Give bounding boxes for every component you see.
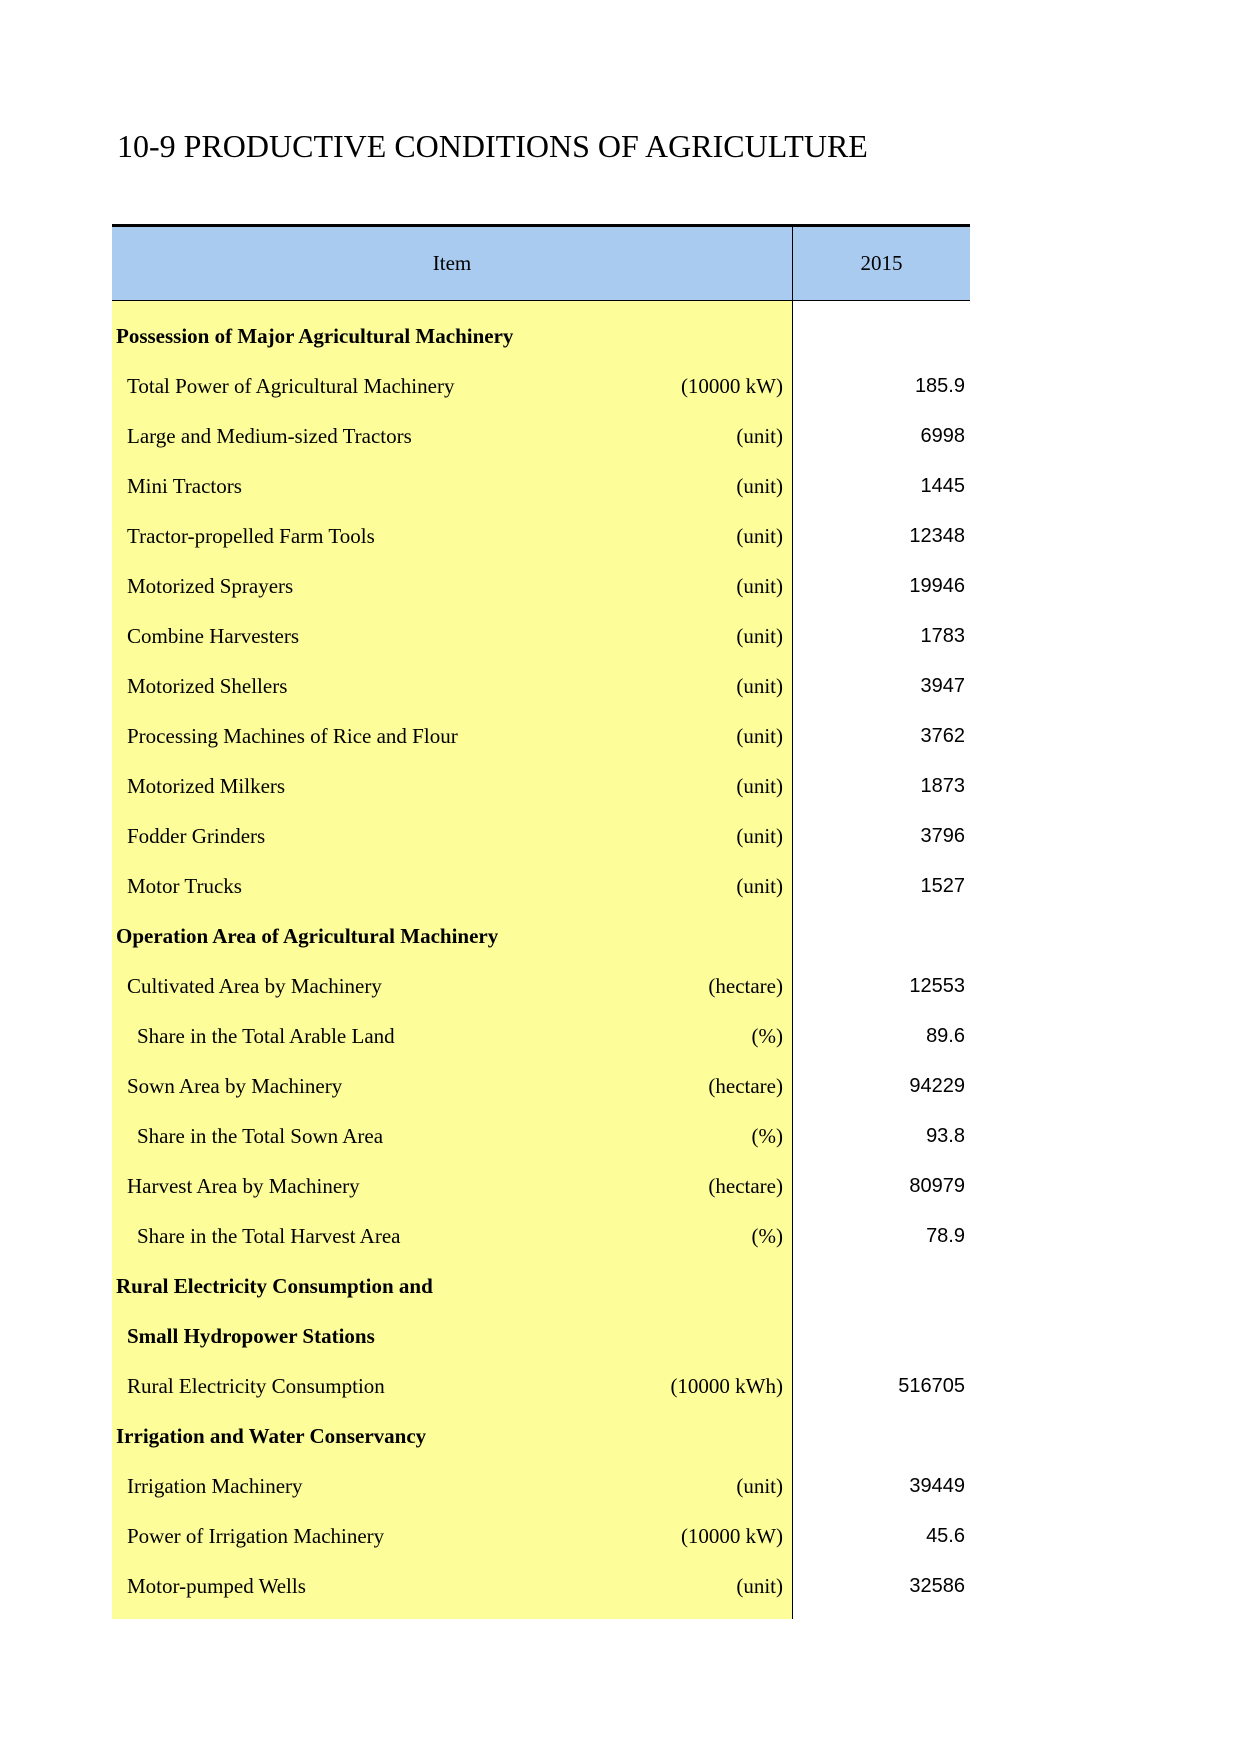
section-row xyxy=(112,1411,792,1461)
row-value: 3796 xyxy=(920,824,965,847)
row-value: 6998 xyxy=(920,424,965,447)
row-value: 516705 xyxy=(898,1374,965,1397)
row-label: Total Power of Agricultural Machinery xyxy=(127,373,455,398)
row-unit: (unit) xyxy=(736,723,783,748)
row-label: Mini Tractors xyxy=(127,473,242,498)
row-label: Small Hydropower Stations xyxy=(127,1323,375,1348)
table-row xyxy=(112,461,792,511)
table-row xyxy=(112,661,792,711)
row-unit: (hectare) xyxy=(708,1073,783,1098)
row-label: Power of Irrigation Machinery xyxy=(127,1523,385,1548)
row-value: 1873 xyxy=(920,774,965,797)
row-label: Combine Harvesters xyxy=(127,623,300,648)
row-value: 12553 xyxy=(909,974,965,997)
row-value: 1527 xyxy=(920,874,965,897)
row-value: 93.8 xyxy=(926,1124,965,1147)
row-value xyxy=(793,911,970,961)
row-unit: (unit) xyxy=(736,1473,783,1498)
table-row xyxy=(112,511,792,561)
row-value: 3762 xyxy=(920,724,965,747)
row-value xyxy=(793,1311,970,1361)
row-value: 1783 xyxy=(920,624,965,647)
row-unit: (%) xyxy=(751,1123,783,1148)
row-unit: (unit) xyxy=(736,823,783,848)
row-label: Share in the Total Arable Land xyxy=(137,1023,395,1048)
row-label: Rural Electricity Consumption xyxy=(127,1373,385,1398)
table-row xyxy=(112,361,792,411)
table-row xyxy=(112,1211,792,1261)
table-row xyxy=(112,761,792,811)
table-row xyxy=(112,611,792,661)
row-value: 80979 xyxy=(909,1174,965,1197)
table-header xyxy=(112,227,970,301)
row-value xyxy=(793,1411,970,1461)
row-label: Processing Machines of Rice and Flour xyxy=(127,723,458,748)
row-unit: (unit) xyxy=(736,473,783,498)
row-value: 78.9 xyxy=(926,1224,965,1247)
table-row xyxy=(112,961,792,1011)
item-column xyxy=(112,301,793,1619)
table-row xyxy=(112,1361,792,1411)
row-label: Tractor-propelled Farm Tools xyxy=(127,523,375,548)
table-row xyxy=(112,1061,792,1111)
table-row xyxy=(112,1161,792,1211)
table-row xyxy=(112,1011,792,1061)
header-item: Item xyxy=(112,227,793,300)
row-label: Possession of Major Agricultural Machinery xyxy=(116,323,514,348)
row-label: Motor Trucks xyxy=(127,873,242,898)
row-value xyxy=(793,311,970,361)
row-label: Harvest Area by Machinery xyxy=(127,1173,360,1198)
section-row xyxy=(112,311,792,361)
row-unit: (10000 kW) xyxy=(680,1523,783,1548)
table-row xyxy=(112,411,792,461)
table-row xyxy=(112,811,792,861)
row-label: Cultivated Area by Machinery xyxy=(127,973,382,998)
row-value: 19946 xyxy=(909,574,965,597)
table-row xyxy=(112,1111,792,1161)
row-unit: (hectare) xyxy=(708,1173,783,1198)
row-value: 12348 xyxy=(909,524,965,547)
row-label: Irrigation and Water Conservancy xyxy=(116,1423,427,1448)
row-value: 45.6 xyxy=(926,1524,965,1547)
row-unit: (unit) xyxy=(736,523,783,548)
header-year: 2015 xyxy=(860,251,903,275)
row-label: Rural Electricity Consumption and xyxy=(116,1273,433,1298)
section-row xyxy=(112,1261,792,1311)
table-row xyxy=(112,1461,792,1511)
table-row xyxy=(112,1511,792,1561)
row-unit: (unit) xyxy=(736,873,783,898)
row-label: Share in the Total Harvest Area xyxy=(137,1223,401,1248)
row-label: Fodder Grinders xyxy=(127,823,266,848)
row-label: Motorized Sprayers xyxy=(127,573,294,598)
row-label: Motorized Milkers xyxy=(127,773,286,798)
row-value: 3947 xyxy=(920,674,965,697)
row-value: 89.6 xyxy=(926,1024,965,1047)
row-unit: (10000 kWh) xyxy=(670,1373,783,1398)
row-label: Sown Area by Machinery xyxy=(127,1073,343,1098)
row-unit: (%) xyxy=(751,1023,783,1048)
row-unit: (hectare) xyxy=(708,973,783,998)
row-label: Share in the Total Sown Area xyxy=(137,1123,384,1148)
row-unit: (unit) xyxy=(736,423,783,448)
row-unit: (unit) xyxy=(736,673,783,698)
table-row xyxy=(112,561,792,611)
row-value: 32586 xyxy=(909,1574,965,1597)
row-label: Irrigation Machinery xyxy=(127,1473,303,1498)
row-label: Large and Medium-sized Tractors xyxy=(127,423,412,448)
table-row xyxy=(112,711,792,761)
row-label: Operation Area of Agricultural Machinery xyxy=(116,923,499,948)
row-value: 39449 xyxy=(909,1474,965,1497)
table-row xyxy=(112,1561,792,1611)
row-unit: (unit) xyxy=(736,623,783,648)
row-value: 94229 xyxy=(909,1074,965,1097)
row-value: 1445 xyxy=(920,474,965,497)
page-title: 10-9 PRODUCTIVE CONDITIONS OF AGRICULTURE xyxy=(117,128,868,164)
section-row xyxy=(112,911,792,961)
row-label: Motor-pumped Wells xyxy=(127,1573,306,1598)
value-column xyxy=(793,301,970,1619)
row-unit: (unit) xyxy=(736,773,783,798)
section-row xyxy=(112,1311,792,1361)
row-unit: (unit) xyxy=(736,573,783,598)
row-unit: (%) xyxy=(751,1223,783,1248)
row-value: 185.9 xyxy=(914,374,965,397)
row-value xyxy=(793,1261,970,1311)
table-row xyxy=(112,861,792,911)
table-body xyxy=(112,301,970,1619)
row-unit: (unit) xyxy=(736,1573,783,1598)
data-table xyxy=(112,224,970,1619)
row-unit: (10000 kW) xyxy=(680,373,783,398)
row-label: Motorized Shellers xyxy=(127,673,288,698)
